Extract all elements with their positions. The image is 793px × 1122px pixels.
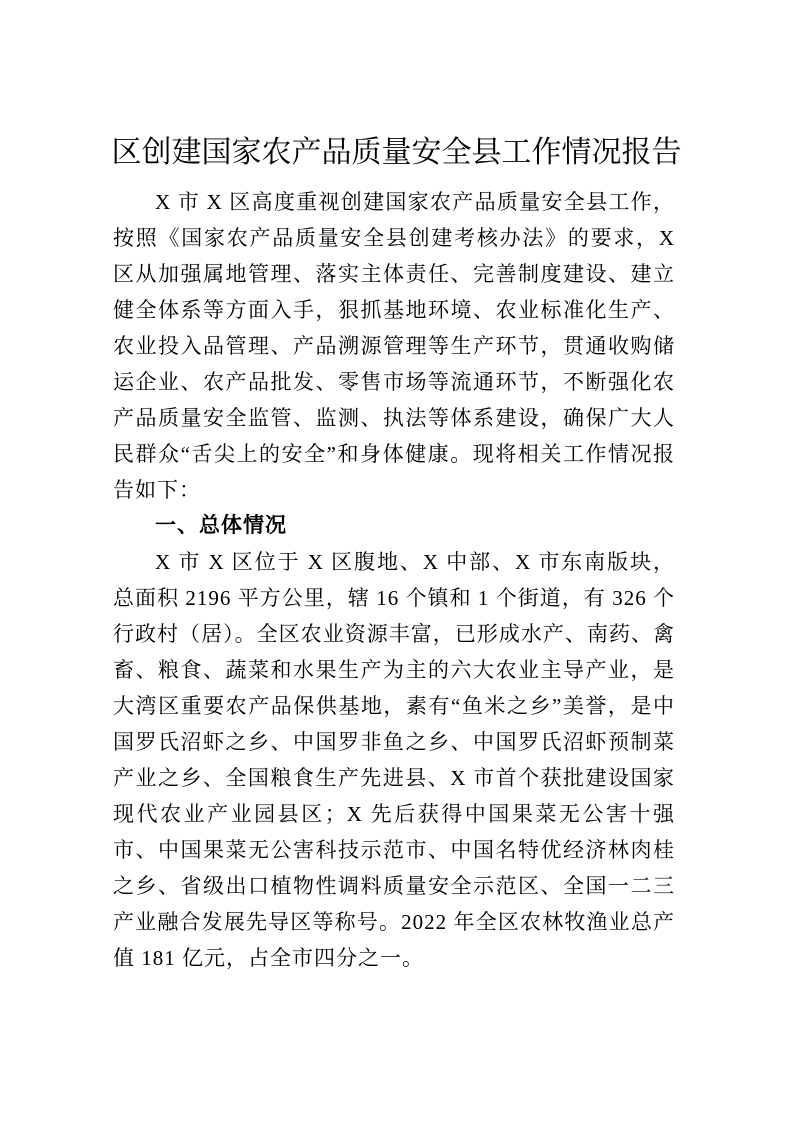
document-body [113, 184, 675, 976]
section-heading-overview: 一、总体情况 [155, 514, 287, 537]
document-title: 区创建国家农产品质量安全县工作情况报告 [111, 136, 682, 169]
paragraph-overview: X 市 X 区位于 X 区腹地、X 中部、X 市东南版块，总面积 2196 平方公里，辖 16 个镇和 1 个街道，有 326 个行政村（居）。全区农业资源丰富，已形成水产、南药、禽畜、粮食、蔬菜和水果生产为主的六大农业主导产业，是大湾区重要农产品保供基地，素有“鱼米之乡”美誉，是中国罗氏沼虾之乡、中国罗非鱼之乡、中国罗氏沼虾预制菜产业之乡、全国粮食生产先进县、X 市首个获批建设国家现代农业产业园县区；X 先后获得中国果菜无公害十强市、中国果菜无公害科技示范市、中国名特优经济林肉桂之乡、省级出口植物性调料质量安全示范区、全国一二三产业融合发展先导区等称号。2022 年全区农林牧渔业总产值 181 亿元，占全市四分之一。 [113, 550, 675, 970]
paragraph-introduction: X 市 X 区高度重视创建国家农产品质量安全县工作，按照《国家农产品质量安全县创建考核办法》的要求，X 区从加强属地管理、落实主体责任、完善制度建设、建立健全体系等方面入手，狠抓基地环境、农业标准化生产、农业投入品管理、产品溯源管理等生产环节，贯通收购储运企业、农产品批发、零售市场等流通环节，不断强化农产品质量安全监管、监测、执法等体系建设，确保广大人民群众“舌尖上的安全”和身体健康。现将相关工作情况报告如下： [113, 190, 675, 502]
